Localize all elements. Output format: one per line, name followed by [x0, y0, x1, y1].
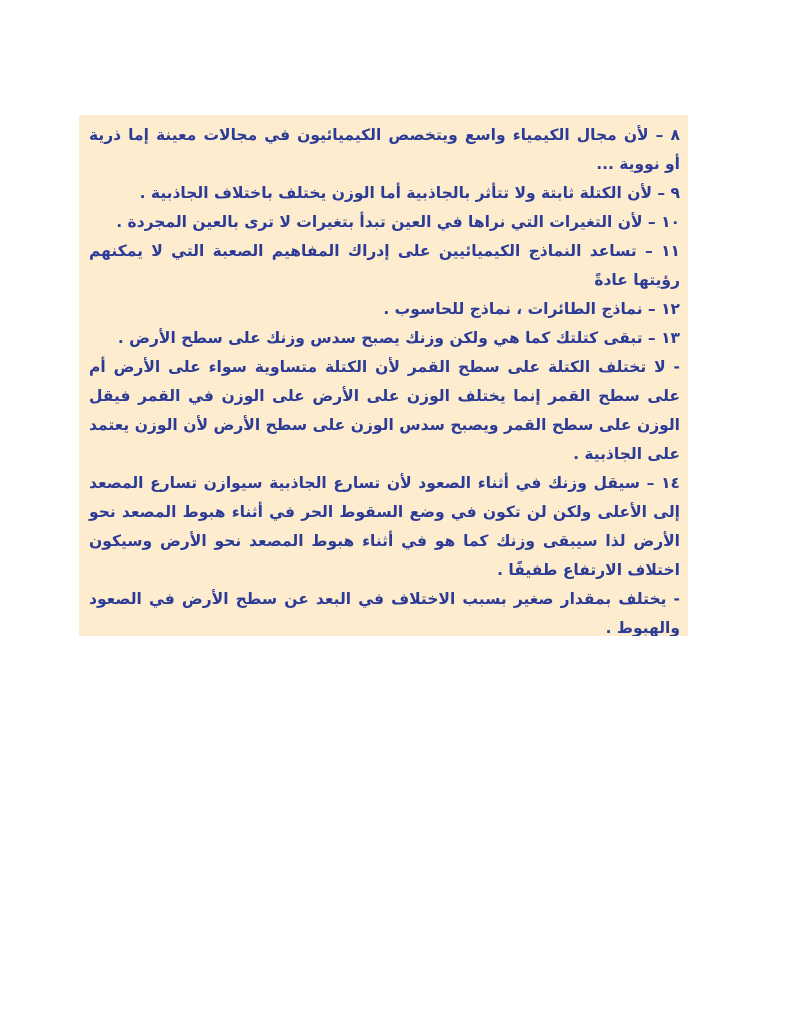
answer-9: ٩ – لأن الكتلة ثابتة ولا تتأثر بالجاذبية أما الوزن يختلف باختلاف الجاذبية .: [139, 184, 680, 202]
answer-13-note: - لا تختلف الكتلة على سطح القمر لأن الكتلة متساوية سواء على الأرض أم على سطح القمر إنما يختلف الوزن على الأرض على الوزن في القمر فيقل الوزن على سطح القمر ويصبح سدس الوزن على سطح الأرض لأن الوزن يعتمد على الجاذبية .: [89, 358, 680, 463]
answer-10: ١٠ – لأن التغيرات التي نراها في العين تبدأ بتغيرات لا ترى بالعين المجردة .: [116, 213, 680, 231]
answer-8: ٨ – لأن مجال الكيمياء واسع ويتخصص الكيميائيون في مجالات معينة إما ذرية أو نووية ...: [89, 126, 680, 173]
answer-box: [79, 115, 688, 636]
answer-13: ١٣ – تبقى كتلتك كما هي ولكن وزنك يصبح سدس وزنك على سطح الأرض .: [117, 329, 680, 347]
answer-14-note: - يختلف بمقدار صغير بسبب الاختلاف في البعد عن سطح الأرض في الصعود والهبوط .: [89, 590, 680, 636]
answer-text: [89, 121, 680, 636]
answer-11: ١١ – تساعد النماذج الكيميائيين على إدراك المفاهيم الصعبة التي لا يمكنهم رؤيتها عادةً: [89, 242, 680, 289]
answer-12: ١٢ – نماذج الطائرات ، نماذج للحاسوب .: [383, 300, 680, 318]
answer-14: ١٤ – سيقل وزنك في أثناء الصعود لأن تسارع الجاذبية سيوازن تسارع المصعد إلى الأعلى ولكن لن تكون في وضع السقوط الحر في أثناء هبوط المصعد نحو الأرض لذا سيبقى وزنك كما هو في أثناء هبوط المصعد نحو الأرض وسيكون اختلاف الارتفاع طفيفًا .: [89, 474, 680, 579]
